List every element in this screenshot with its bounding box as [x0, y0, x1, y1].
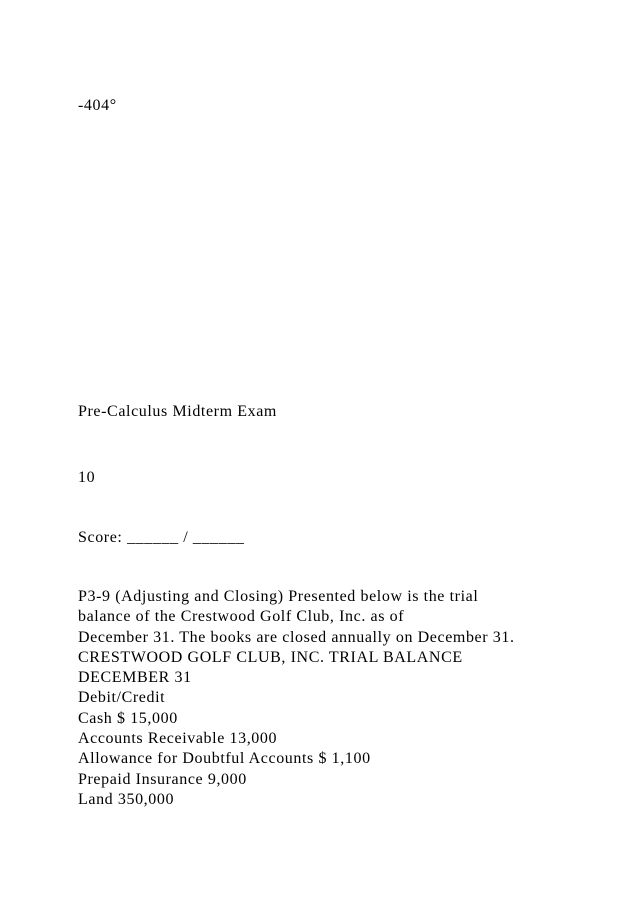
problem-intro-line-3: December 31. The books are closed annually on December 31. — [78, 628, 515, 646]
trial-balance-date: DECEMBER 31 — [78, 669, 192, 687]
problem-intro-line-1: P3-9 (Adjusting and Closing) Presented below is the trial — [78, 588, 479, 605]
account-row-allowance-doubtful-accounts: Allowance for Doubtful Accounts $ 1,100 — [78, 750, 371, 768]
account-row-cash: Cash $ 15,000 — [78, 709, 178, 727]
top-value-text: -404° — [78, 97, 117, 114]
problem-text-block — [78, 587, 515, 810]
account-row-prepaid-insurance: Prepaid Insurance 9,000 — [78, 770, 247, 788]
trial-balance-heading: CRESTWOOD GOLF CLUB, INC. TRIAL BALANCE — [78, 648, 463, 666]
score-line: Score: ______ / ______ — [78, 529, 245, 546]
account-row-accounts-receivable: Accounts Receivable 13,000 — [78, 730, 278, 748]
problem-intro-line-2: balance of the Crestwood Golf Club, Inc. as of — [78, 608, 405, 626]
account-row-land: Land 350,000 — [78, 790, 175, 808]
exam-title: Pre-Calculus Midterm Exam — [78, 403, 277, 420]
page-number: 10 — [78, 469, 96, 486]
debit-credit-header: Debit/Credit — [78, 689, 166, 707]
